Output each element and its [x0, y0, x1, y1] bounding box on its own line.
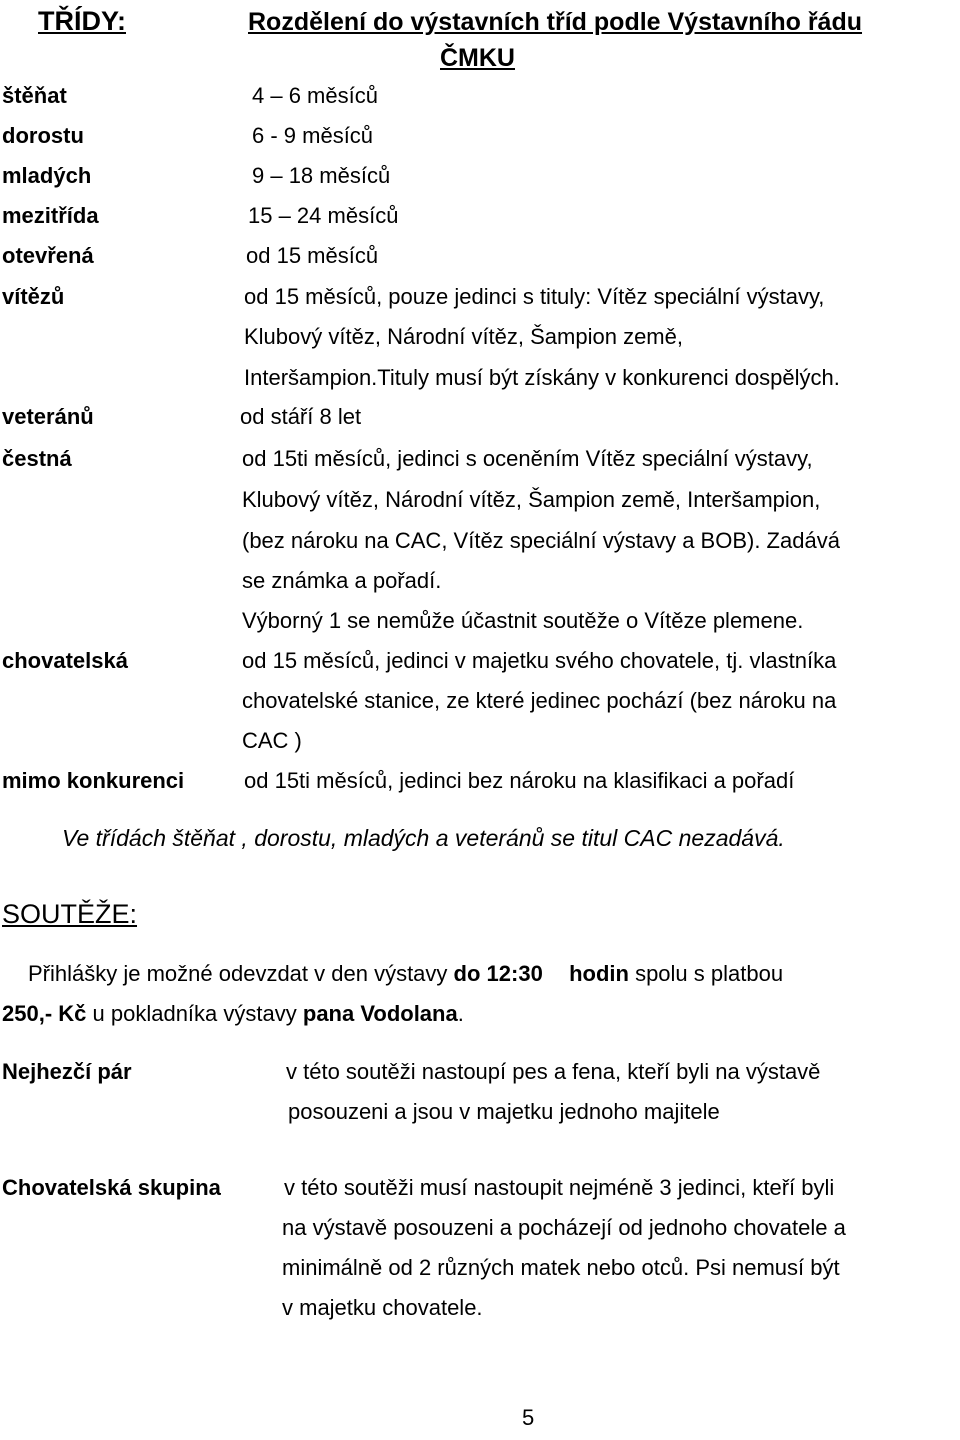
class-desc: 9 – 18 měsíců: [252, 163, 391, 188]
class-name: vítězů: [2, 284, 65, 309]
registration-fee: 250,- Kč: [2, 1001, 87, 1026]
registration-person: pana Vodolana: [302, 1001, 458, 1026]
class-desc: Klubový vítěz, Národní vítěz, Šampion země,: [244, 324, 683, 349]
class-desc: od stáří 8 let: [240, 404, 362, 429]
class-name: štěňat: [2, 83, 67, 108]
classes-heading-line1: Rozdělení do výstavních tříd podle Výstavního řádu: [248, 8, 863, 36]
class-desc: od 15 měsíců: [246, 243, 379, 268]
class-desc: od 15ti měsíců, jedinci s oceněním Vítěz speciální výstavy,: [242, 446, 813, 471]
registration-text: u pokladníka výstavy: [92, 1001, 297, 1026]
classes-heading-line2: ČMKU: [440, 44, 515, 72]
tridy-title: TŘÍDY:: [38, 6, 126, 36]
class-name: mezitřída: [2, 203, 99, 228]
registration-hodin: hodin: [569, 961, 629, 986]
competition-desc: na výstavě posouzeni a pocházejí od jednoho chovatele a: [282, 1215, 846, 1240]
competitions-title: SOUTĚŽE:: [2, 899, 138, 929]
competition-desc: minimálně od 2 různých matek nebo otců. Psi nemusí být: [282, 1255, 840, 1280]
class-name: veteránů: [2, 404, 94, 429]
class-desc: od 15ti měsíců, jedinci bez nároku na klasifikaci a pořadí: [244, 768, 795, 793]
page-number: 5: [522, 1405, 535, 1430]
competition-desc: posouzeni a jsou v majetku jednoho majitele: [288, 1099, 720, 1124]
class-desc: Klubový vítěz, Národní vítěz, Šampion země, Interšampion,: [242, 487, 821, 512]
competition-desc: v této soutěži nastoupí pes a fena, kteří byli na výstavě: [286, 1059, 821, 1084]
class-desc: Interšampion.Tituly musí být získány v konkurenci dospělých.: [244, 365, 840, 390]
registration-text: Přihlášky je možné odevzdat v den výstavy: [28, 961, 448, 986]
class-desc: chovatelské stanice, ze které jedinec pochází (bez nároku na: [242, 688, 837, 713]
competition-desc: v majetku chovatele.: [282, 1295, 483, 1320]
class-name: mladých: [2, 163, 92, 188]
registration-end: .: [457, 1001, 464, 1026]
class-desc: od 15 měsíců, pouze jedinci s tituly: Vítěz speciální výstavy,: [244, 284, 825, 309]
class-desc: 6 - 9 měsíců: [252, 123, 374, 148]
class-name: chovatelská: [2, 648, 128, 673]
class-name: dorostu: [2, 123, 84, 148]
class-name: otevřená: [2, 243, 94, 268]
class-desc: se známka a pořadí.: [242, 568, 442, 593]
class-desc: 15 – 24 měsíců: [248, 203, 399, 228]
competition-name: Nejhezčí pár: [2, 1059, 132, 1084]
class-desc: Výborný 1 se nemůže účastnit soutěže o Vítěze plemene.: [242, 608, 804, 633]
class-desc: od 15 měsíců, jedinci v majetku svého chovatele, tj. vlastníka: [242, 648, 837, 673]
registration-text: spolu s platbou: [635, 961, 784, 986]
class-desc: 4 – 6 měsíců: [252, 83, 378, 108]
registration-time: do 12:30: [453, 961, 543, 986]
class-name: mimo konkurenci: [2, 768, 185, 793]
class-name: čestná: [2, 446, 72, 471]
registration-line2: [2, 994, 464, 1034]
class-desc: CAC ): [242, 728, 302, 753]
competition-name: Chovatelská skupina: [2, 1175, 221, 1200]
competition-desc: v této soutěži musí nastoupit nejméně 3 jedinci, kteří byli: [284, 1175, 835, 1200]
cac-note: Ve třídách štěňat , dorostu, mladých a veteránů se titul CAC nezadává.: [62, 825, 785, 851]
class-desc: (bez nároku na CAC, Vítěz speciální výstavy a BOB). Zadává: [242, 528, 840, 553]
registration-line1: [28, 954, 783, 994]
